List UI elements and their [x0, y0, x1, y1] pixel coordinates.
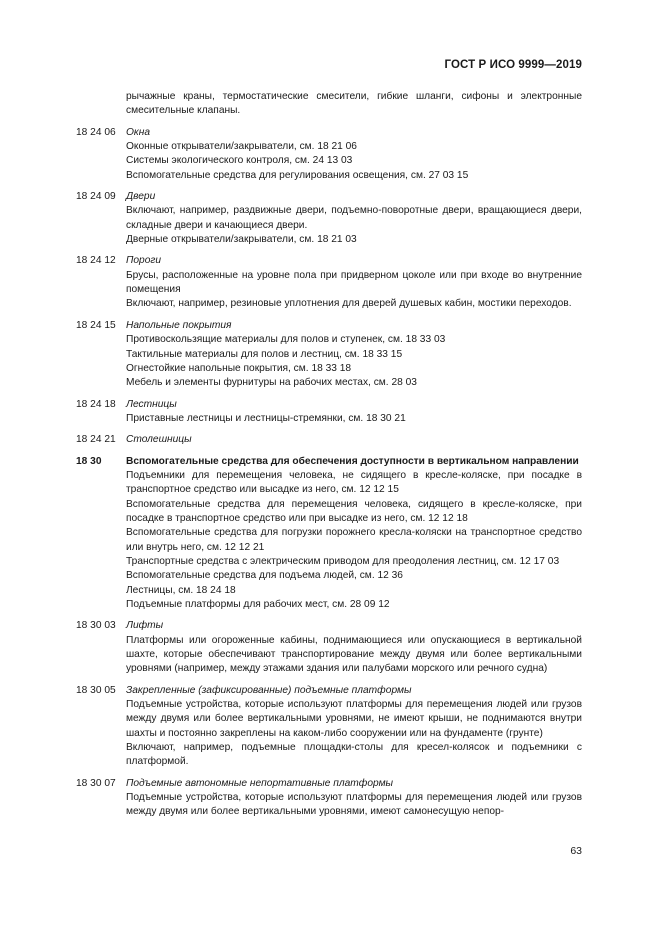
entry-text: Включают, например, подъемные площадки-столы для кресел-колясок и подъемники с платформой. [126, 742, 582, 768]
entry-text: Включают, например, раздвижные двери, подъемно-поворотные двери, вращающиеся двери, складные двери и качающиеся двери. [126, 205, 582, 231]
classification-code: 18 24 15 [76, 319, 116, 331]
classification-entry [76, 455, 582, 613]
entry-text: Вспомогательные средства для регулирования освещения, см. 27 03 15 [126, 169, 469, 181]
entry-text: Платформы или огороженные кабины, поднимающиеся или опускающиеся в вертикальной шахте, которые обеспечивают транспортирование между двумя или более вертикальными уровнями (например, между этажами здания или палубами морского или речного судна) [126, 634, 582, 675]
classification-entry [76, 126, 582, 183]
classification-entry [76, 619, 582, 676]
entry-title: Пороги [126, 255, 162, 267]
entry-text: Брусы, расположенные на уровне пола при придверном цоколе или при входе во внутренние помещения [126, 269, 582, 296]
entry-body [126, 90, 582, 119]
entry-text: Включают, например, резиновые уплотнения для дверей душевых кабин, мостики переходов. [126, 298, 572, 310]
entry-title: Лифты [126, 620, 164, 632]
entry-text: Приставные лестницы и лестницы-стремянки, см. 18 30 21 [126, 412, 406, 424]
classification-code: 18 30 05 [76, 684, 116, 696]
entry-body [126, 777, 582, 820]
entry-text: Вспомогательные средства для подъема людей, см. 12 36 [126, 570, 403, 582]
classification-entry [76, 777, 582, 820]
classification-code: 18 30 03 [76, 620, 116, 632]
entry-body [126, 254, 582, 311]
entry-title: Лестницы [126, 398, 177, 410]
entry-body [126, 398, 582, 427]
entry-body [126, 126, 582, 183]
classification-code [76, 90, 126, 119]
entry-body [126, 619, 582, 676]
entry-title: Подъемные автономные непортативные платформы [126, 777, 394, 789]
entry-title: Окна [126, 126, 151, 138]
classification-entry [76, 319, 582, 391]
entry-text: Подъемные устройства, которые используют платформы для перемещения людей или грузов между двумя или более вертикальными уровнями, имеют самонесущую непор- [126, 792, 582, 818]
entry-title: Столешницы [126, 434, 192, 446]
classification-code: 18 24 06 [76, 126, 116, 138]
entry-text: Подъемные платформы для рабочих мест, см. 28 09 12 [126, 599, 390, 610]
entry-text: Тактильные материалы для полов и лестниц, см. 18 33 15 [126, 348, 403, 360]
entry-text: рычажные краны, термостатические смесители, гибкие шланги, сифоны и электронные смесительные клапаны. [126, 91, 582, 117]
entry-text: Мебель и элементы фурнитуры на рабочих местах, см. 28 03 [126, 377, 417, 389]
entry-body [126, 455, 582, 613]
entry-text: Лестницы, см. 18 24 18 [126, 584, 236, 596]
standard-header: ГОСТ Р ИСО 9999—2019 [444, 59, 582, 71]
entry-title: Вспомогательные средства для обеспечения доступности в вертикальном направлении [126, 455, 579, 467]
entry-title: Двери [126, 191, 156, 203]
entry-body [126, 190, 582, 247]
entry-text: Подъемники для перемещения человека, не сидящего в кресле-коляске, при посадке в транспортное средство или высадке из него, см. 12 12 15 [126, 469, 582, 496]
classification-code: 18 24 18 [76, 398, 116, 410]
classification-entry [76, 684, 582, 770]
classification-code: 18 30 07 [76, 777, 116, 789]
entry-body [126, 684, 582, 770]
classification-code: 18 24 21 [76, 434, 116, 446]
entry-body [126, 433, 582, 447]
entry-body [126, 319, 582, 391]
classification-entry [76, 190, 582, 247]
classification-entry [76, 90, 582, 119]
document-body [76, 90, 582, 827]
entry-text: Подъемные устройства, которые используют платформы для перемещения людей или грузов между двумя или более вертикальными уровнями, не имеют крыши, не поднимаются внутри шахты и постоянно закреплены на каком-либо сооружении или на фундаменте (грунте) [126, 699, 582, 739]
entry-text: Оконные открыватели/закрыватели, см. 18 21 06 [126, 141, 357, 153]
entry-text: Огнестойкие напольные покрытия, см. 18 33 18 [126, 362, 352, 374]
entry-text: Транспортные средства с электрическим приводом для преодоления лестниц, см. 12 17 03 [126, 555, 560, 567]
entry-text: Вспомогательные средства для перемещения человека, сидящего в кресле-коляске, при посадке в транспортное средство или при высадке из него, см. 12 12 18 [126, 498, 582, 524]
classification-code: 18 24 09 [76, 191, 116, 203]
page-number: 63 [570, 845, 582, 857]
classification-entry [76, 398, 582, 427]
entry-text: Дверные открыватели/закрыватели, см. 18 21 03 [126, 234, 357, 246]
classification-code: 18 30 [76, 455, 102, 467]
entry-title: Закрепленные (зафиксированные) подъемные платформы [126, 684, 412, 696]
classification-entry [76, 254, 582, 311]
entry-text: Системы экологического контроля, см. 24 13 03 [126, 155, 353, 167]
classification-entry [76, 433, 582, 447]
entry-title: Напольные покрытия [126, 319, 232, 331]
classification-code: 18 24 12 [76, 255, 116, 267]
entry-text: Противоскользящие материалы для полов и ступенек, см. 18 33 03 [126, 334, 446, 346]
entry-text: Вспомогательные средства для погрузки порожнего кресла-коляски на транспортное средство или внутрь него, см. 12 12 21 [126, 527, 582, 553]
